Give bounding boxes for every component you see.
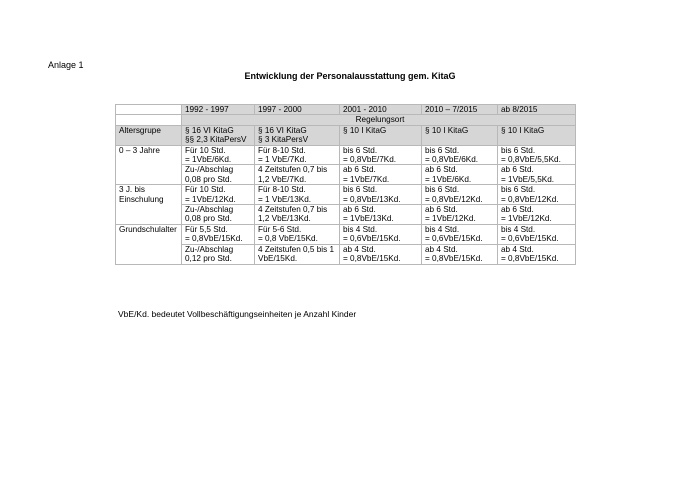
regulation-cell: bis 6 Std. = 0,8VbE/13Kd. (340, 185, 422, 205)
regulation-cell: ab 6 Std. = 1VbE/7Kd. (340, 165, 422, 185)
age-group-row (116, 165, 576, 185)
age-group-rows (116, 145, 576, 264)
regulation-cell: ab 4 Std. = 0,8VbE/15Kd. (422, 244, 498, 264)
legal-basis-cell: § 10 I KitaG (340, 125, 422, 145)
regulation-cell: ab 6 Std. = 1VbE/12Kd. (498, 205, 576, 225)
regelungsort-row (116, 115, 576, 125)
regulation-cell: ab 6 Std. = 1VbE/12Kd. (422, 205, 498, 225)
regulation-cell: bis 4 Std. = 0,6VbE/15Kd. (498, 224, 576, 244)
regulation-cell: 4 Zeitstufen 0,7 bis 1,2 VbE/7Kd. (255, 165, 340, 185)
regulation-cell: 4 Zeitstufen 0,7 bis 1,2 VbE/13Kd. (255, 205, 340, 225)
staffing-table (115, 104, 576, 265)
regulation-cell: Für 10 Std. = 1VbE/6Kd. (182, 145, 255, 165)
regulation-cell: Zu-/Abschlag 0,12 pro Std. (182, 244, 255, 264)
period-header-3: 2001 - 2010 (340, 105, 422, 115)
row-label-altersgruppe: Altersgrupe (116, 125, 182, 145)
regulation-cell: Für 5,5 Std. = 0,8VbE/15Kd. (182, 224, 255, 244)
regulation-cell: Zu-/Abschlag 0,08 pro Std. (182, 205, 255, 225)
age-group-label: 3 J. bis Einschulung (116, 185, 182, 225)
period-header-4: 2010 – 7/2015 (422, 105, 498, 115)
age-group-row (116, 185, 576, 205)
regulation-cell: ab 6 Std. = 1VbE/13Kd. (340, 205, 422, 225)
period-header-2: 1997 - 2000 (255, 105, 340, 115)
period-header-1: 1992 - 1997 (182, 105, 255, 115)
age-group-row (116, 145, 576, 165)
age-group-label: Grundschulalter (116, 224, 182, 264)
legal-basis-cell: § 16 VI KitaG § 3 KitaPersV (255, 125, 340, 145)
regulation-cell: bis 6 Std. = 0,8VbE/6Kd. (422, 145, 498, 165)
regulation-cell: bis 6 Std. = 0,8VbE/5,5Kd. (498, 145, 576, 165)
legal-basis-cell: § 16 VI KitaG §§ 2,3 KitaPersV (182, 125, 255, 145)
corner-cell (116, 105, 182, 115)
legal-basis-row (116, 125, 576, 145)
document-title: Entwicklung der Personalausstattung gem. KitaG (244, 71, 456, 81)
regulation-cell: Zu-/Abschlag 0,08 pro Std. (182, 165, 255, 185)
regelungsort-header: Regelungsort (182, 115, 576, 125)
age-group-row (116, 205, 576, 225)
regulation-cell: ab 4 Std. = 0,8VbE/15Kd. (498, 244, 576, 264)
regulation-cell: 4 Zeitstufen 0,5 bis 1 VbE/15Kd. (255, 244, 340, 264)
regulation-cell: Für 10 Std. = 1VbE/12Kd. (182, 185, 255, 205)
regulation-cell: bis 6 Std. = 0,8VbE/7Kd. (340, 145, 422, 165)
regulation-cell: Für 5-6 Std. = 0,8 VbE/15Kd. (255, 224, 340, 244)
age-group-row (116, 224, 576, 244)
regulation-cell: bis 6 Std. = 0,8VbE/12Kd. (422, 185, 498, 205)
age-group-row (116, 244, 576, 264)
regulation-cell: Für 8-10 Std. = 1 VbE/13Kd. (255, 185, 340, 205)
legal-basis-cell: § 10 I KitaG (422, 125, 498, 145)
regulation-cell: bis 4 Std. = 0,6VbE/15Kd. (340, 224, 422, 244)
age-group-label: 0 – 3 Jahre (116, 145, 182, 185)
regulation-cell: ab 6 Std. = 1VbE/6Kd. (422, 165, 498, 185)
period-header-5: ab 8/2015 (498, 105, 576, 115)
period-header-row (116, 105, 576, 115)
regulation-cell: Für 8-10 Std. = 1 VbE/7Kd. (255, 145, 340, 165)
footnote: VbE/Kd. bedeutet Vollbeschäftigungseinheiten je Anzahl Kinder (118, 309, 357, 319)
legal-basis-cell: § 10 I KitaG (498, 125, 576, 145)
regulation-cell: bis 6 Std. = 0,8VbE/12Kd. (498, 185, 576, 205)
regulation-cell: ab 4 Std. = 0,8VbE/15Kd. (340, 244, 422, 264)
regulation-cell: ab 6 Std. = 1VbE/5,5Kd. (498, 165, 576, 185)
regulation-cell: bis 4 Std. = 0,6VbE/15Kd. (422, 224, 498, 244)
annex-label: Anlage 1 (48, 60, 84, 70)
